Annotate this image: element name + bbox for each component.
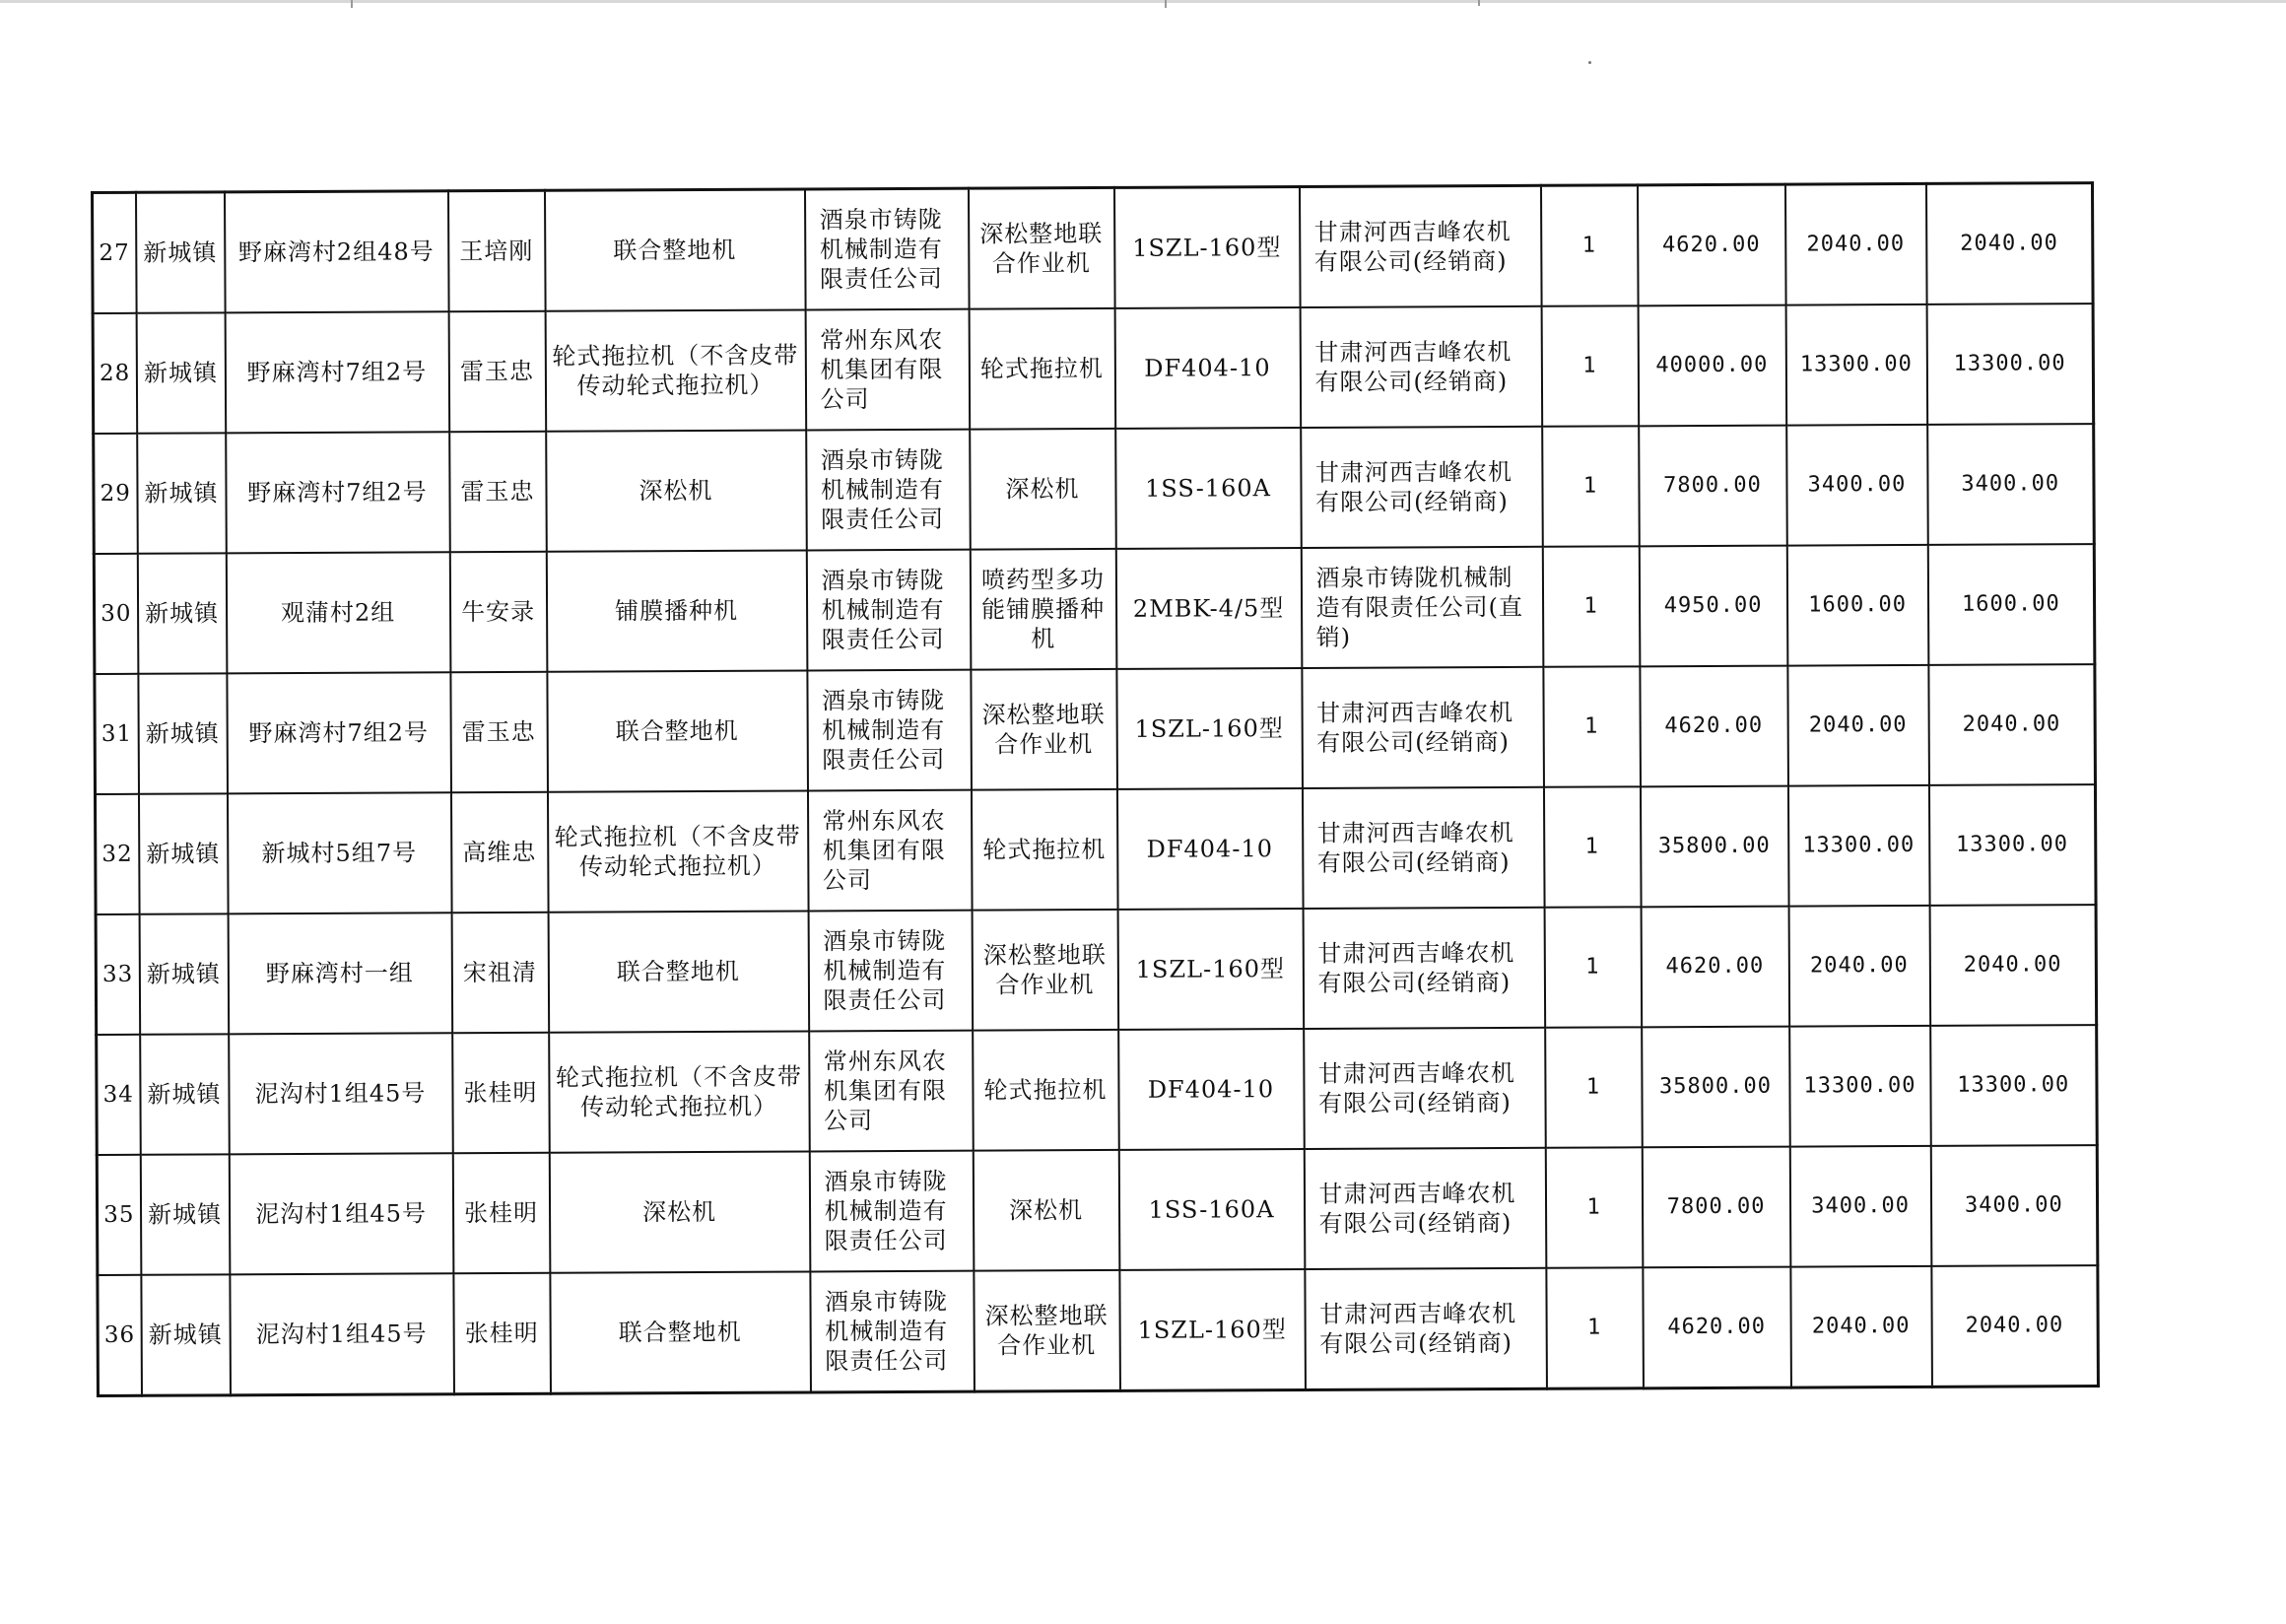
subsidy-total-cell: 2040.00 xyxy=(1929,905,2097,1026)
subsidy-amount-cell: 2040.00 xyxy=(1787,665,1929,786)
town-cell: 新城镇 xyxy=(138,793,228,914)
address-cell: 野麻湾村7组2号 xyxy=(227,672,451,793)
row-index-cell: 31 xyxy=(95,674,139,794)
subsidy-amount-cell: 3400.00 xyxy=(1789,1146,1931,1267)
machine-name-cell: 深松机 xyxy=(970,429,1116,550)
machine-category-cell: 联合整地机 xyxy=(550,1271,811,1393)
manufacturer-cell: 酒泉市铸陇机械制造有限责任公司 xyxy=(807,670,972,791)
quantity-cell: 1 xyxy=(1546,1267,1644,1388)
machine-name-cell: 深松整地联合作业机 xyxy=(971,669,1117,790)
address-cell: 泥沟村1组45号 xyxy=(229,1153,453,1274)
subsidy-amount-cell: 2040.00 xyxy=(1790,1266,1932,1387)
row-index-cell: 35 xyxy=(97,1155,141,1275)
buyer-name-cell: 雷玉忠 xyxy=(449,432,547,552)
machine-name-cell: 深松整地联合作业机 xyxy=(972,910,1118,1031)
town-cell: 新城镇 xyxy=(140,1034,230,1154)
sale-price-cell: 4950.00 xyxy=(1639,546,1787,667)
machine-category-cell: 轮式拖拉机（不含皮带传动轮式拖拉机） xyxy=(545,309,806,431)
sale-price-cell: 7800.00 xyxy=(1639,426,1787,547)
machine-name-cell: 轮式拖拉机 xyxy=(971,789,1117,911)
table-row xyxy=(96,905,2097,1035)
manufacturer-cell: 酒泉市铸陇机械制造有限责任公司 xyxy=(808,911,973,1032)
quantity-cell: 1 xyxy=(1542,546,1640,666)
table-row xyxy=(94,544,2095,674)
sale-price-cell: 35800.00 xyxy=(1642,1027,1790,1148)
scan-mark xyxy=(1478,0,1480,6)
machine-name-cell: 深松整地联合作业机 xyxy=(968,187,1114,308)
dealer-cell: 甘肃河西吉峰农机有限公司(经销商) xyxy=(1301,427,1543,548)
scan-top-edge xyxy=(0,0,2286,3)
subsidy-amount-cell: 1600.00 xyxy=(1786,545,1928,666)
model-cell: 1SZL-160型 xyxy=(1119,1269,1306,1390)
subsidy-amount-cell: 3400.00 xyxy=(1786,425,1928,546)
subsidy-amount-cell: 13300.00 xyxy=(1785,304,1927,426)
machine-name-cell: 喷药型多功能铺膜播种机 xyxy=(970,549,1116,670)
town-cell: 新城镇 xyxy=(141,1274,231,1395)
quantity-cell: 1 xyxy=(1543,786,1641,907)
subsidy-total-cell: 2040.00 xyxy=(1925,183,2093,304)
sale-price-cell: 4620.00 xyxy=(1637,184,1785,305)
town-cell: 新城镇 xyxy=(136,312,226,433)
dealer-cell: 甘肃河西吉峰农机有限公司(经销商) xyxy=(1304,1028,1546,1149)
quantity-cell: 1 xyxy=(1544,907,1642,1027)
town-cell: 新城镇 xyxy=(136,192,226,313)
sale-price-cell: 40000.00 xyxy=(1638,305,1786,427)
quantity-cell: 1 xyxy=(1543,666,1641,786)
machine-name-cell: 轮式拖拉机 xyxy=(969,308,1115,430)
dealer-cell: 甘肃河西吉峰农机有限公司(经销商) xyxy=(1302,667,1544,788)
manufacturer-cell: 常州东风农机集团有限公司 xyxy=(809,1031,974,1152)
dealer-cell: 甘肃河西吉峰农机有限公司(经销商) xyxy=(1300,306,1542,428)
buyer-name-cell: 雷玉忠 xyxy=(450,672,548,792)
machine-category-cell: 轮式拖拉机（不含皮带传动轮式拖拉机） xyxy=(549,1031,810,1152)
dealer-cell: 甘肃河西吉峰农机有限公司(经销商) xyxy=(1303,908,1545,1029)
subsidy-amount-cell: 2040.00 xyxy=(1784,183,1926,304)
quantity-cell: 1 xyxy=(1541,305,1639,426)
buyer-name-cell: 张桂明 xyxy=(452,1153,550,1273)
manufacturer-cell: 酒泉市铸陇机械制造有限责任公司 xyxy=(810,1271,975,1392)
table-row xyxy=(93,304,2094,434)
address-cell: 泥沟村1组45号 xyxy=(229,1033,453,1154)
manufacturer-cell: 酒泉市铸陇机械制造有限责任公司 xyxy=(806,550,971,671)
machine-category-cell: 深松机 xyxy=(549,1151,810,1272)
model-cell: 1SZL-160型 xyxy=(1116,668,1303,789)
address-cell: 新城村5组7号 xyxy=(227,792,451,914)
manufacturer-cell: 酒泉市铸陇机械制造有限责任公司 xyxy=(809,1151,974,1272)
table-row xyxy=(95,784,2096,914)
row-index-cell: 33 xyxy=(96,914,140,1035)
town-cell: 新城镇 xyxy=(137,553,227,673)
table-row xyxy=(97,1145,2098,1275)
address-cell: 野麻湾村7组2号 xyxy=(226,432,450,553)
buyer-name-cell: 宋祖清 xyxy=(451,913,549,1033)
sale-price-cell: 7800.00 xyxy=(1642,1147,1790,1268)
table-row xyxy=(95,664,2096,794)
sale-price-cell: 4620.00 xyxy=(1643,1267,1791,1388)
machine-category-cell: 联合整地机 xyxy=(547,670,808,791)
subsidy-total-cell: 13300.00 xyxy=(1926,304,2094,425)
manufacturer-cell: 酒泉市铸陇机械制造有限责任公司 xyxy=(806,430,971,551)
manufacturer-cell: 常州东风农机集团有限公司 xyxy=(807,790,972,912)
quantity-cell: 1 xyxy=(1542,426,1640,546)
table-row xyxy=(97,1025,2098,1155)
table-body xyxy=(93,183,2099,1396)
scan-mark xyxy=(1165,0,1167,8)
table-row xyxy=(98,1265,2099,1395)
town-cell: 新城镇 xyxy=(138,673,228,793)
scan-speck xyxy=(1588,61,1591,64)
model-cell: 1SS-160A xyxy=(1115,428,1302,549)
buyer-name-cell: 张桂明 xyxy=(452,1033,550,1153)
subsidy-total-cell: 2040.00 xyxy=(1931,1265,2099,1387)
dealer-cell: 甘肃河西吉峰农机有限公司(经销商) xyxy=(1304,1148,1546,1269)
address-cell: 泥沟村1组45号 xyxy=(230,1273,454,1395)
machine-name-cell: 深松机 xyxy=(973,1150,1119,1271)
model-cell: DF404-10 xyxy=(1114,307,1301,429)
model-cell: 1SS-160A xyxy=(1118,1149,1305,1270)
subsidy-total-cell: 3400.00 xyxy=(1927,424,2095,545)
subsidy-total-cell: 13300.00 xyxy=(1928,784,2096,906)
buyer-name-cell: 王培刚 xyxy=(448,190,546,311)
quantity-cell: 1 xyxy=(1545,1147,1643,1267)
machine-category-cell: 轮式拖拉机（不含皮带传动轮式拖拉机） xyxy=(547,790,808,912)
town-cell: 新城镇 xyxy=(139,914,229,1034)
subsidy-total-cell: 3400.00 xyxy=(1930,1145,2098,1266)
buyer-name-cell: 张桂明 xyxy=(453,1273,551,1394)
address-cell: 野麻湾村7组2号 xyxy=(225,311,449,433)
quantity-cell: 1 xyxy=(1540,185,1638,306)
row-index-cell: 30 xyxy=(94,554,138,674)
machine-category-cell: 联合整地机 xyxy=(545,189,806,311)
dealer-cell: 酒泉市铸陇机械制造有限责任公司(直销) xyxy=(1301,547,1543,668)
sale-price-cell: 35800.00 xyxy=(1640,786,1788,908)
subsidy-total-cell: 1600.00 xyxy=(1927,544,2095,665)
table-row xyxy=(94,424,2095,554)
subsidy-total-cell: 13300.00 xyxy=(1930,1025,2098,1146)
address-cell: 野麻湾村一组 xyxy=(228,913,452,1034)
machine-name-cell: 轮式拖拉机 xyxy=(973,1030,1119,1151)
sale-price-cell: 4620.00 xyxy=(1640,666,1788,787)
quantity-cell: 1 xyxy=(1545,1027,1643,1147)
subsidy-table xyxy=(91,181,2100,1397)
row-index-cell: 32 xyxy=(95,794,139,914)
machine-category-cell: 铺膜播种机 xyxy=(546,550,807,671)
machine-category-cell: 深松机 xyxy=(546,430,807,551)
town-cell: 新城镇 xyxy=(140,1154,230,1274)
address-cell: 观蒲村2组 xyxy=(226,552,450,673)
model-cell: 1SZL-160型 xyxy=(1113,187,1300,308)
subsidy-amount-cell: 13300.00 xyxy=(1789,1026,1931,1147)
manufacturer-cell: 酒泉市铸陇机械制造有限责任公司 xyxy=(804,188,969,309)
address-cell: 野麻湾村2组48号 xyxy=(225,191,449,313)
subsidy-table-wrapper xyxy=(91,181,2097,1397)
buyer-name-cell: 雷玉忠 xyxy=(448,311,546,432)
subsidy-total-cell: 2040.00 xyxy=(1928,664,2096,785)
manufacturer-cell: 常州东风农机集团有限公司 xyxy=(805,309,970,431)
machine-name-cell: 深松整地联合作业机 xyxy=(974,1270,1120,1391)
model-cell: DF404-10 xyxy=(1118,1029,1305,1150)
model-cell: 1SZL-160型 xyxy=(1117,909,1304,1030)
town-cell: 新城镇 xyxy=(137,433,227,553)
row-index-cell: 27 xyxy=(93,192,137,313)
table-row xyxy=(93,183,2094,313)
sale-price-cell: 4620.00 xyxy=(1641,907,1789,1028)
dealer-cell: 甘肃河西吉峰农机有限公司(经销商) xyxy=(1299,185,1541,307)
row-index-cell: 28 xyxy=(93,313,137,434)
buyer-name-cell: 牛安录 xyxy=(449,552,547,672)
model-cell: 2MBK-4/5型 xyxy=(1115,548,1302,669)
row-index-cell: 36 xyxy=(98,1275,142,1396)
model-cell: DF404-10 xyxy=(1116,788,1303,910)
dealer-cell: 甘肃河西吉峰农机有限公司(经销商) xyxy=(1305,1268,1547,1390)
scan-mark xyxy=(351,0,353,8)
machine-category-cell: 联合整地机 xyxy=(548,911,809,1032)
buyer-name-cell: 高维忠 xyxy=(450,792,548,913)
dealer-cell: 甘肃河西吉峰农机有限公司(经销商) xyxy=(1302,787,1544,909)
row-index-cell: 34 xyxy=(97,1035,141,1155)
subsidy-amount-cell: 13300.00 xyxy=(1787,785,1929,907)
row-index-cell: 29 xyxy=(94,434,138,554)
subsidy-amount-cell: 2040.00 xyxy=(1788,906,1930,1027)
